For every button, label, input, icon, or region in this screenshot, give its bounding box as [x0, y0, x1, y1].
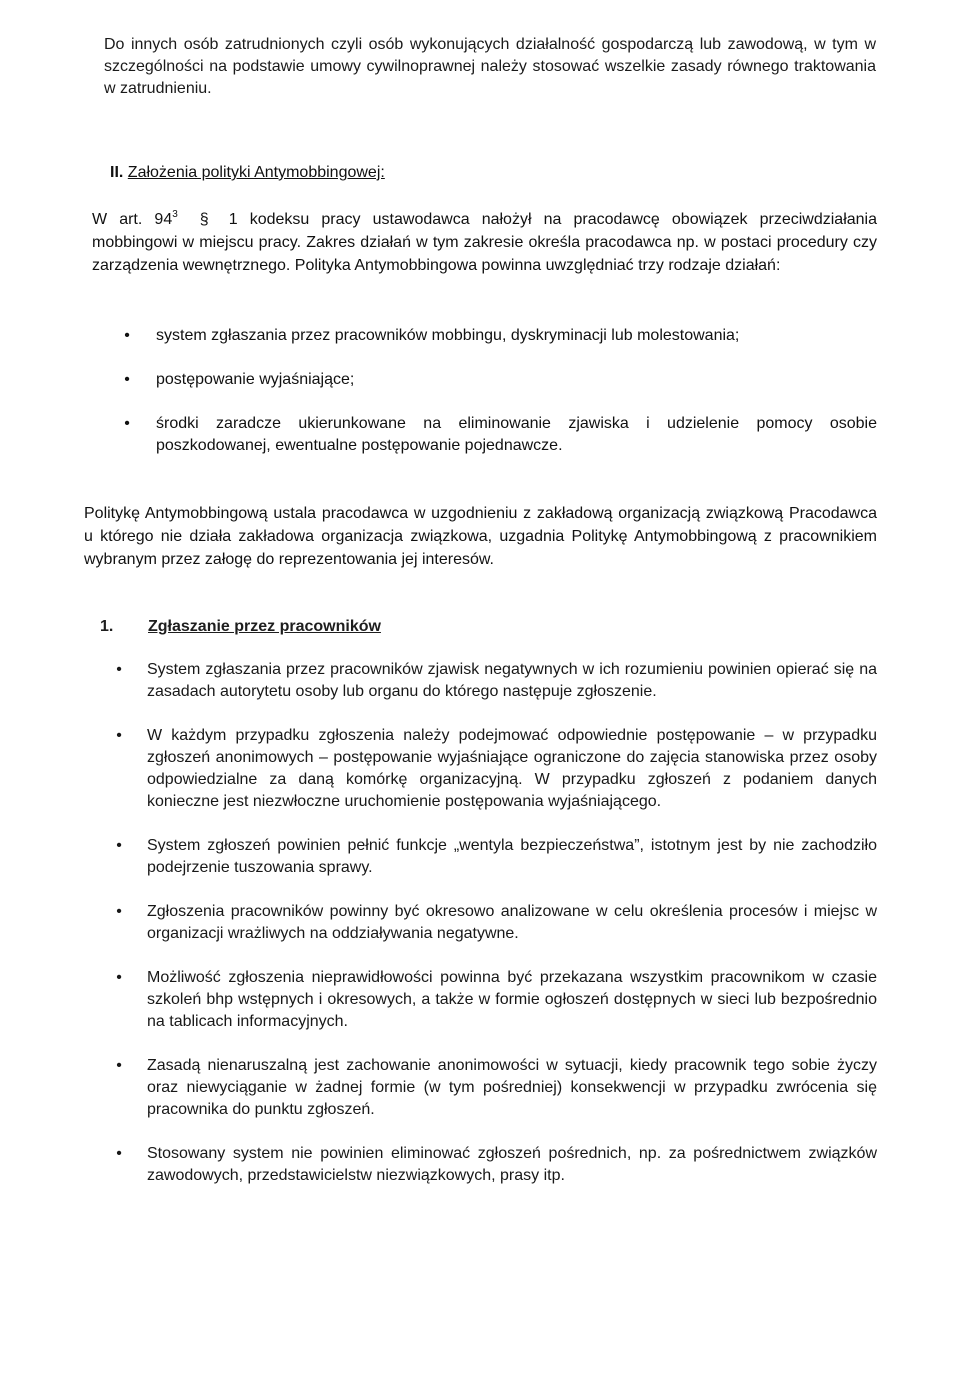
section-ii-heading — [110, 162, 610, 184]
article-prefix: W art. 94 — [92, 211, 173, 228]
section-1-number: 1. — [100, 618, 114, 635]
section-1-title: Zgłaszanie przez pracowników — [148, 618, 381, 635]
bullet-icon: • — [116, 1145, 122, 1162]
section-sign: § — [199, 211, 209, 228]
list-item-text: Stosowany system nie powinien eliminować zgłoszeń pośrednich, np. za pośrednictwem związków zawodowych, przedstawicielstw niezwiązkowych, prasy itp. — [147, 1145, 877, 1184]
bullet-icon: • — [124, 327, 130, 344]
list-item — [120, 325, 877, 347]
bullet-icon: • — [116, 969, 122, 986]
list-item-text: Możliwość zgłoszenia nieprawidłowości powinna być przekazana wszystkim pracownikom w czasie szkoleń bhp wstępnych i okresowych, a także w formie ogłoszeń dostępnych w sieci lub bezpośrednio na tablicach informacyjnych. — [147, 969, 877, 1030]
policy-paragraph: Politykę Antymobbingową ustala pracodawca w uzgodnieniu z zakładową organizacją związkową Pracodawca u którego nie działa zakładowa organizacja związkowa, uzgadnia Politykę Antymobbingową z pracownikiem wybranym przez załogę do reprezentowania jej interesów. — [84, 505, 877, 568]
list-item-text: system zgłaszania przez pracowników mobbingu, dyskryminacji lub molestowania; — [156, 327, 740, 344]
list-item-text: Zgłoszenia pracowników powinny być okresowo analizowane w celu określenia procesów i miejsc w organizacji wrażliwych na oddziaływania negatywne. — [147, 903, 877, 942]
list-item-text: postępowanie wyjaśniające; — [156, 371, 355, 388]
list-item — [112, 901, 877, 945]
article-paragraph — [92, 208, 877, 277]
list-item — [120, 413, 877, 457]
list-item-text: środki zaradcze ukierunkowane na eliminowanie zjawiska i udzielenie pomocy osobie poszkodowanej, ewentualne postępowanie pojednawcze. — [156, 415, 877, 454]
intro-paragraph: Do innych osób zatrudnionych czyli osób wykonujących działalność gospodarczą lub zawodową, w tym w szczególności na podstawie umowy cywilnoprawnej należy stosować wszelkie zasady równego traktowania w zatrudnieniu. — [104, 36, 876, 97]
bullet-icon: • — [116, 727, 122, 744]
list-item — [112, 1055, 877, 1121]
list-item — [112, 967, 877, 1033]
list-item-text: W każdym przypadku zgłoszenia należy podejmować odpowiednie postępowanie – w przypadku zgłoszeń anonimowych – postępowanie wyjaśniające ograniczone do zajęcia stanowiska przez osoby odpowiedzialne za daną komórkę organizacyjną. W przypadku zgłoszeń z podaniem danych konieczne jest niezwłoczne uruchomienie postępowania wyjaśniającego. — [147, 727, 877, 810]
section-ii-number: II. — [110, 164, 124, 181]
list-item — [112, 725, 877, 813]
bullet-icon: • — [124, 371, 130, 388]
list-item — [112, 1143, 877, 1187]
bullet-icon: • — [116, 903, 122, 920]
list-item-text: System zgłaszania przez pracowników zjawisk negatywnych w ich rozumieniu powinien opierać się na zasadach autorytetu osoby lub organu do którego następuje zgłoszenie. — [147, 661, 877, 700]
actions-list — [120, 325, 877, 457]
bullet-icon: • — [124, 415, 130, 432]
list-item — [120, 369, 877, 391]
article-superscript: 3 — [172, 209, 178, 220]
article-text: 1 kodeksu pracy ustawodawca nałożył na pracodawcę obowiązek przeciwdziałania mobbingowi w miejscu pracy. Zakres działań w tym zakresie określa pracodawca np. w postaci procedury czy zarządzenia wewnętrznego. Polityka Antymobbingowa powinna uwzględniać trzy rodzaje działań: — [92, 211, 877, 274]
bullet-icon: • — [116, 1057, 122, 1074]
section-1-heading — [100, 615, 700, 639]
list-item-text: Zasadą nienaruszalną jest zachowanie anonimowości w sytuacji, kiedy pracownik tego sobie życzy oraz niewyciąganie w żadnej formie (w tym pośredniej) konsekwencji w przypadku zwrócenia się pracownika do punktu zgłoszeń. — [147, 1057, 877, 1118]
bullet-icon: • — [116, 837, 122, 854]
section-ii-title: Założenia polityki Antymobbingowej: — [127, 164, 385, 181]
reporting-list — [112, 659, 877, 1187]
bullet-icon: • — [116, 661, 122, 678]
list-item — [112, 835, 877, 879]
list-item — [112, 659, 877, 703]
list-item-text: System zgłoszeń powinien pełnić funkcje „wentyla bezpieczeństwa”, istotnym jest by nie zachodziło podejrzenie tuszowania sprawy. — [147, 837, 877, 876]
